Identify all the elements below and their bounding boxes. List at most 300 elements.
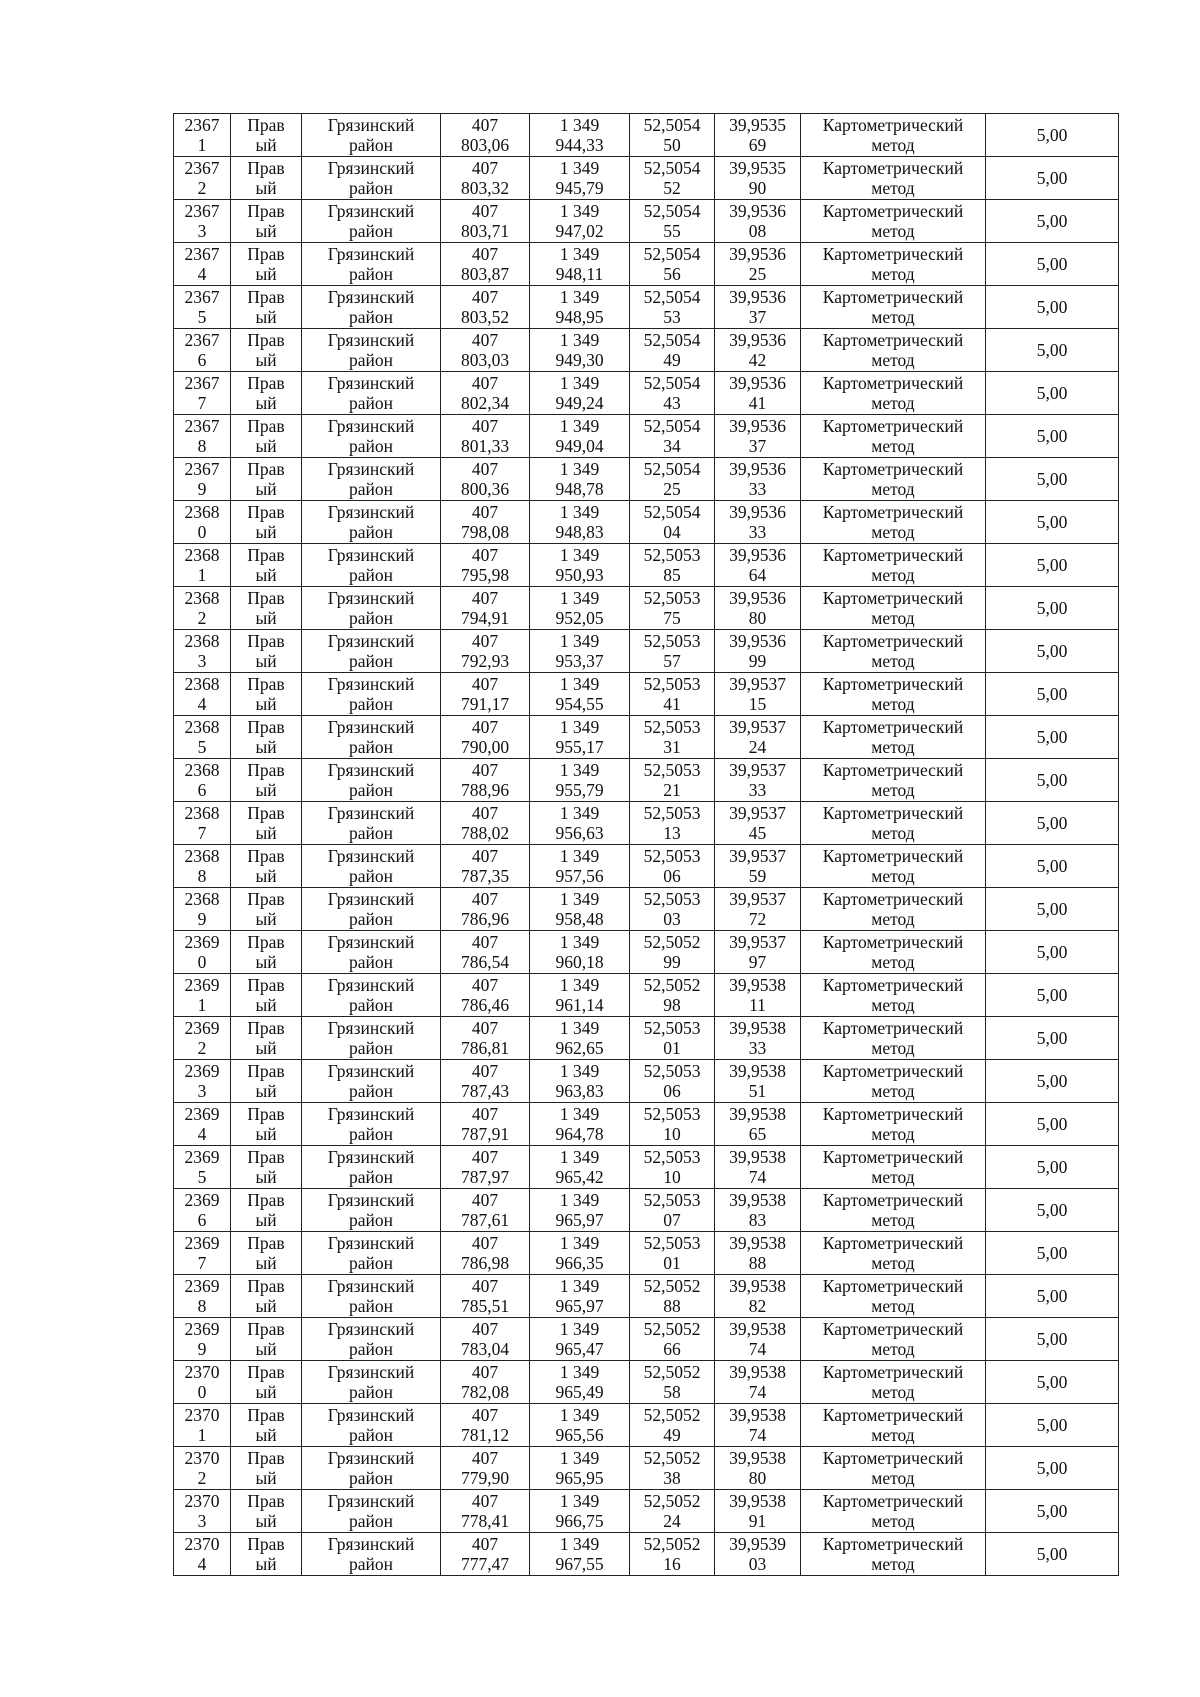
latitude-text: 52,5054 — [643, 330, 701, 350]
point-number-cell — [174, 673, 231, 716]
region-cell — [302, 1275, 441, 1318]
y-coordinate-text: 965,47 — [555, 1339, 604, 1359]
longitude-text: 99 — [748, 651, 767, 671]
method-text: метод — [871, 436, 915, 456]
y-coordinate-text: 953,37 — [555, 651, 604, 671]
region-text: район — [349, 1210, 393, 1230]
point-number-text: 9 — [197, 479, 207, 499]
longitude-text: 39,9537 — [729, 760, 786, 780]
x-coordinate-text: 795,98 — [460, 565, 510, 585]
method-text: метод — [871, 1425, 915, 1445]
longitude-cell — [715, 1490, 801, 1533]
method-cell — [801, 458, 986, 501]
bank-side-text: Прав — [247, 1319, 285, 1339]
bank-side-cell — [231, 114, 302, 157]
accuracy-cell — [986, 1103, 1119, 1146]
bank-side-text: ый — [255, 1554, 277, 1574]
method-text: Картометрический — [822, 1061, 964, 1081]
x-coordinate-text: 407 — [471, 588, 499, 608]
bank-side-text: Прав — [247, 545, 285, 565]
method-text: метод — [871, 135, 915, 155]
method-text: Картометрический — [822, 545, 964, 565]
x-coordinate-text: 787,35 — [460, 866, 510, 886]
longitude-text: 97 — [748, 952, 767, 972]
latitude-text: 38 — [663, 1468, 681, 1488]
accuracy-cell — [986, 1318, 1119, 1361]
longitude-text: 74 — [748, 1167, 767, 1187]
table-row — [174, 1447, 1119, 1490]
bank-side-text: ый — [255, 866, 277, 886]
x-coordinate-cell — [441, 630, 530, 673]
region-text: Грязинский — [327, 1233, 415, 1253]
point-number-text: 1 — [197, 1425, 207, 1445]
point-number-text: 8 — [197, 866, 207, 886]
y-coordinate-text: 952,05 — [555, 608, 604, 628]
latitude-text: 41 — [663, 694, 681, 714]
table-row — [174, 673, 1119, 716]
method-cell — [801, 243, 986, 286]
y-coordinate-text: 948,95 — [555, 307, 604, 327]
x-coordinate-text: 801,33 — [460, 436, 510, 456]
bank-side-cell — [231, 200, 302, 243]
latitude-text: 52,5053 — [643, 1190, 701, 1210]
region-cell — [302, 501, 441, 544]
region-text: район — [349, 737, 393, 757]
table-row — [174, 802, 1119, 845]
x-coordinate-text: 407 — [471, 416, 499, 436]
method-text: Картометрический — [822, 459, 964, 479]
bank-side-cell — [231, 544, 302, 587]
point-number-cell — [174, 845, 231, 888]
region-text: Грязинский — [327, 803, 415, 823]
point-number-text: 2369 — [184, 1233, 220, 1253]
x-coordinate-text: 407 — [471, 459, 499, 479]
accuracy-text: 5,00 — [1036, 211, 1068, 231]
latitude-text: 52,5053 — [643, 631, 701, 651]
bank-side-text: ый — [255, 1339, 277, 1359]
point-number-cell — [174, 1318, 231, 1361]
point-number-text: 5 — [197, 307, 207, 327]
y-coordinate-text: 1 349 — [559, 760, 600, 780]
bank-side-text: ый — [255, 1425, 277, 1445]
latitude-text: 52,5053 — [643, 846, 701, 866]
latitude-cell — [630, 630, 715, 673]
region-text: район — [349, 307, 393, 327]
region-text: Грязинский — [327, 631, 415, 651]
region-text: Грязинский — [327, 1448, 415, 1468]
region-text: район — [349, 264, 393, 284]
method-text: Картометрический — [822, 1233, 964, 1253]
latitude-cell — [630, 329, 715, 372]
y-coordinate-text: 957,56 — [555, 866, 604, 886]
method-text: Картометрический — [822, 588, 964, 608]
accuracy-text: 5,00 — [1036, 770, 1068, 790]
y-coordinate-text: 965,56 — [555, 1425, 604, 1445]
longitude-text: 64 — [748, 565, 767, 585]
accuracy-text: 5,00 — [1036, 1200, 1068, 1220]
latitude-text: 01 — [663, 1038, 681, 1058]
point-number-text: 2367 — [184, 158, 220, 178]
y-coordinate-text: 1 349 — [559, 115, 600, 135]
method-cell — [801, 1017, 986, 1060]
y-coordinate-text: 949,04 — [555, 436, 604, 456]
y-coordinate-text: 966,75 — [555, 1511, 604, 1531]
latitude-text: 25 — [663, 479, 681, 499]
latitude-cell — [630, 114, 715, 157]
region-text: район — [349, 479, 393, 499]
latitude-text: 58 — [663, 1382, 681, 1402]
longitude-text: 82 — [748, 1296, 767, 1316]
x-coordinate-cell — [441, 1275, 530, 1318]
longitude-cell — [715, 802, 801, 845]
accuracy-text: 5,00 — [1036, 1243, 1068, 1263]
longitude-text: 39,9535 — [729, 158, 786, 178]
point-number-text: 1 — [197, 565, 207, 585]
accuracy-text: 5,00 — [1036, 1501, 1068, 1521]
point-number-text: 2368 — [184, 545, 220, 565]
x-coordinate-text: 778,41 — [460, 1511, 510, 1531]
x-coordinate-cell — [441, 888, 530, 931]
y-coordinate-text: 954,55 — [555, 694, 604, 714]
latitude-text: 52,5052 — [643, 1534, 701, 1554]
longitude-cell — [715, 1146, 801, 1189]
region-text: район — [349, 1468, 393, 1488]
method-cell — [801, 200, 986, 243]
latitude-text: 52,5054 — [643, 201, 701, 221]
region-cell — [302, 1533, 441, 1576]
y-coordinate-text: 962,65 — [555, 1038, 604, 1058]
x-coordinate-text: 407 — [471, 717, 499, 737]
longitude-cell — [715, 1361, 801, 1404]
method-text: метод — [871, 694, 915, 714]
bank-side-text: ый — [255, 995, 277, 1015]
y-coordinate-text: 1 349 — [559, 846, 600, 866]
latitude-text: 53 — [663, 307, 681, 327]
longitude-cell — [715, 157, 801, 200]
y-coordinate-text: 1 349 — [559, 1534, 600, 1554]
region-cell — [302, 200, 441, 243]
bank-side-text: ый — [255, 909, 277, 929]
region-cell — [302, 716, 441, 759]
y-coordinate-cell — [530, 1275, 630, 1318]
longitude-cell — [715, 415, 801, 458]
point-number-text: 7 — [197, 823, 207, 843]
latitude-cell — [630, 587, 715, 630]
method-text: Картометрический — [822, 1319, 964, 1339]
point-number-text: 0 — [197, 522, 207, 542]
bank-side-text: Прав — [247, 1534, 285, 1554]
region-cell — [302, 759, 441, 802]
latitude-text: 52,5053 — [643, 1061, 701, 1081]
y-coordinate-text: 960,18 — [555, 952, 604, 972]
accuracy-cell — [986, 243, 1119, 286]
region-cell — [302, 1404, 441, 1447]
longitude-cell — [715, 974, 801, 1017]
bank-side-text: ый — [255, 1167, 277, 1187]
y-coordinate-text: 1 349 — [559, 416, 600, 436]
longitude-cell — [715, 1060, 801, 1103]
y-coordinate-text: 1 349 — [559, 889, 600, 909]
y-coordinate-text: 1 349 — [559, 1061, 600, 1081]
method-text: Картометрический — [822, 373, 964, 393]
latitude-text: 52,5052 — [643, 1448, 701, 1468]
region-cell — [302, 802, 441, 845]
region-text: район — [349, 952, 393, 972]
x-coordinate-text: 786,98 — [460, 1253, 510, 1273]
point-number-text: 2369 — [184, 1061, 220, 1081]
longitude-cell — [715, 329, 801, 372]
accuracy-cell — [986, 544, 1119, 587]
table-row — [174, 1275, 1119, 1318]
region-text: район — [349, 1296, 393, 1316]
point-number-text: 2367 — [184, 416, 220, 436]
method-text: Картометрический — [822, 1448, 964, 1468]
region-text: Грязинский — [327, 1018, 415, 1038]
latitude-cell — [630, 1490, 715, 1533]
latitude-text: 50 — [663, 135, 681, 155]
region-text: Грязинский — [327, 115, 415, 135]
method-text: метод — [871, 393, 915, 413]
point-number-text: 3 — [197, 221, 207, 241]
point-number-cell — [174, 630, 231, 673]
latitude-text: 31 — [663, 737, 681, 757]
bank-side-text: Прав — [247, 975, 285, 995]
accuracy-text: 5,00 — [1036, 125, 1068, 145]
bank-side-text: ый — [255, 1081, 277, 1101]
accuracy-cell — [986, 1189, 1119, 1232]
point-number-text: 2367 — [184, 373, 220, 393]
x-coordinate-text: 777,47 — [460, 1554, 510, 1574]
region-text: район — [349, 522, 393, 542]
accuracy-cell — [986, 802, 1119, 845]
x-coordinate-text: 782,08 — [460, 1382, 510, 1402]
accuracy-text: 5,00 — [1036, 168, 1068, 188]
method-text: метод — [871, 1038, 915, 1058]
latitude-cell — [630, 286, 715, 329]
region-text: Грязинский — [327, 588, 415, 608]
longitude-text: 59 — [748, 866, 767, 886]
x-coordinate-cell — [441, 974, 530, 1017]
y-coordinate-text: 1 349 — [559, 975, 600, 995]
latitude-cell — [630, 1103, 715, 1146]
latitude-text: 75 — [663, 608, 681, 628]
latitude-text: 52,5052 — [643, 1491, 701, 1511]
region-text: Грязинский — [327, 416, 415, 436]
bank-side-cell — [231, 1447, 302, 1490]
bank-side-cell — [231, 501, 302, 544]
accuracy-text: 5,00 — [1036, 598, 1068, 618]
y-coordinate-text: 949,24 — [555, 393, 604, 413]
table-row — [174, 1490, 1119, 1533]
point-number-cell — [174, 458, 231, 501]
accuracy-cell — [986, 931, 1119, 974]
method-cell — [801, 157, 986, 200]
point-number-text: 2368 — [184, 760, 220, 780]
longitude-text: 91 — [748, 1511, 767, 1531]
latitude-cell — [630, 1404, 715, 1447]
region-cell — [302, 458, 441, 501]
bank-side-cell — [231, 415, 302, 458]
point-number-text: 2368 — [184, 674, 220, 694]
y-coordinate-text: 1 349 — [559, 1104, 600, 1124]
bank-side-text: Прав — [247, 1405, 285, 1425]
region-cell — [302, 544, 441, 587]
y-coordinate-cell — [530, 673, 630, 716]
method-text: Картометрический — [822, 287, 964, 307]
region-text: район — [349, 909, 393, 929]
longitude-text: 24 — [748, 737, 767, 757]
bank-side-text: Прав — [247, 803, 285, 823]
y-coordinate-text: 1 349 — [559, 1319, 600, 1339]
longitude-text: 08 — [748, 221, 767, 241]
x-coordinate-text: 407 — [471, 158, 499, 178]
bank-side-text: Прав — [247, 1018, 285, 1038]
table-row — [174, 974, 1119, 1017]
region-text: Грязинский — [327, 975, 415, 995]
method-cell — [801, 372, 986, 415]
longitude-text: 39,9538 — [729, 1190, 786, 1210]
longitude-cell — [715, 716, 801, 759]
bank-side-text: Прав — [247, 158, 285, 178]
latitude-cell — [630, 1318, 715, 1361]
table-row — [174, 759, 1119, 802]
y-coordinate-text: 965,49 — [555, 1382, 604, 1402]
latitude-text: 52,5052 — [643, 1405, 701, 1425]
latitude-text: 52,5053 — [643, 588, 701, 608]
latitude-text: 52,5053 — [643, 545, 701, 565]
point-number-cell — [174, 1232, 231, 1275]
longitude-text: 33 — [748, 780, 767, 800]
accuracy-cell — [986, 630, 1119, 673]
method-text: метод — [871, 1296, 915, 1316]
point-number-text: 1 — [197, 995, 207, 1015]
latitude-text: 52,5053 — [643, 674, 701, 694]
region-cell — [302, 630, 441, 673]
x-coordinate-text: 791,17 — [460, 694, 510, 714]
bank-side-cell — [231, 1404, 302, 1447]
method-cell — [801, 673, 986, 716]
point-number-cell — [174, 1490, 231, 1533]
latitude-text: 10 — [663, 1124, 681, 1144]
region-text: Грязинский — [327, 760, 415, 780]
method-cell — [801, 630, 986, 673]
x-coordinate-text: 407 — [471, 674, 499, 694]
accuracy-cell — [986, 157, 1119, 200]
bank-side-cell — [231, 286, 302, 329]
method-text: Картометрический — [822, 975, 964, 995]
x-coordinate-cell — [441, 458, 530, 501]
method-text: метод — [871, 952, 915, 972]
bank-side-cell — [231, 759, 302, 802]
longitude-text: 74 — [748, 1339, 767, 1359]
longitude-text: 11 — [749, 995, 766, 1015]
region-text: Грязинский — [327, 1104, 415, 1124]
region-cell — [302, 243, 441, 286]
latitude-cell — [630, 845, 715, 888]
longitude-text: 33 — [748, 1038, 767, 1058]
longitude-text: 39,9536 — [729, 330, 786, 350]
longitude-cell — [715, 286, 801, 329]
table-row — [174, 931, 1119, 974]
y-coordinate-text: 965,95 — [555, 1468, 604, 1488]
y-coordinate-text: 1 349 — [559, 244, 600, 264]
table-body — [174, 114, 1119, 1576]
point-number-cell — [174, 372, 231, 415]
point-number-cell — [174, 286, 231, 329]
region-cell — [302, 1318, 441, 1361]
method-text: метод — [871, 651, 915, 671]
bank-side-text: Прав — [247, 330, 285, 350]
x-coordinate-text: 407 — [471, 201, 499, 221]
method-cell — [801, 1103, 986, 1146]
longitude-cell — [715, 1533, 801, 1576]
point-number-text: 3 — [197, 1081, 207, 1101]
accuracy-text: 5,00 — [1036, 899, 1068, 919]
method-text: Картометрический — [822, 1534, 964, 1554]
point-number-text: 2367 — [184, 287, 220, 307]
region-text: район — [349, 1554, 393, 1574]
region-text: район — [349, 350, 393, 370]
y-coordinate-text: 1 349 — [559, 373, 600, 393]
latitude-cell — [630, 1060, 715, 1103]
accuracy-cell — [986, 1361, 1119, 1404]
y-coordinate-text: 1 349 — [559, 1491, 600, 1511]
y-coordinate-text: 1 349 — [559, 459, 600, 479]
point-number-cell — [174, 1361, 231, 1404]
y-coordinate-cell — [530, 1533, 630, 1576]
latitude-text: 06 — [663, 866, 681, 886]
longitude-text: 37 — [748, 307, 767, 327]
region-text: район — [349, 436, 393, 456]
x-coordinate-text: 407 — [471, 373, 499, 393]
latitude-text: 55 — [663, 221, 681, 241]
y-coordinate-text: 945,79 — [555, 178, 604, 198]
y-coordinate-cell — [530, 802, 630, 845]
region-text: Грязинский — [327, 330, 415, 350]
x-coordinate-text: 803,03 — [460, 350, 510, 370]
bank-side-text: ый — [255, 1511, 277, 1531]
x-coordinate-text: 407 — [471, 1147, 499, 1167]
region-text: Грязинский — [327, 244, 415, 264]
accuracy-text: 5,00 — [1036, 1286, 1068, 1306]
x-coordinate-cell — [441, 114, 530, 157]
longitude-text: 25 — [748, 264, 767, 284]
method-cell — [801, 1060, 986, 1103]
bank-side-cell — [231, 1490, 302, 1533]
bank-side-text: Прав — [247, 502, 285, 522]
x-coordinate-text: 779,90 — [460, 1468, 510, 1488]
latitude-text: 52,5054 — [643, 115, 701, 135]
x-coordinate-text: 407 — [471, 1362, 499, 1382]
point-number-text: 4 — [197, 694, 207, 714]
latitude-cell — [630, 501, 715, 544]
latitude-text: 52,5054 — [643, 244, 701, 264]
latitude-text: 52,5053 — [643, 717, 701, 737]
longitude-text: 39,9538 — [729, 1319, 786, 1339]
x-coordinate-cell — [441, 931, 530, 974]
accuracy-cell — [986, 1275, 1119, 1318]
x-coordinate-text: 407 — [471, 1534, 499, 1554]
bank-side-text: ый — [255, 1038, 277, 1058]
point-number-text: 2369 — [184, 1018, 220, 1038]
bank-side-cell — [231, 716, 302, 759]
longitude-text: 39,9538 — [729, 1491, 786, 1511]
table-row — [174, 716, 1119, 759]
region-cell — [302, 1361, 441, 1404]
x-coordinate-cell — [441, 1232, 530, 1275]
method-cell — [801, 286, 986, 329]
y-coordinate-text: 1 349 — [559, 545, 600, 565]
